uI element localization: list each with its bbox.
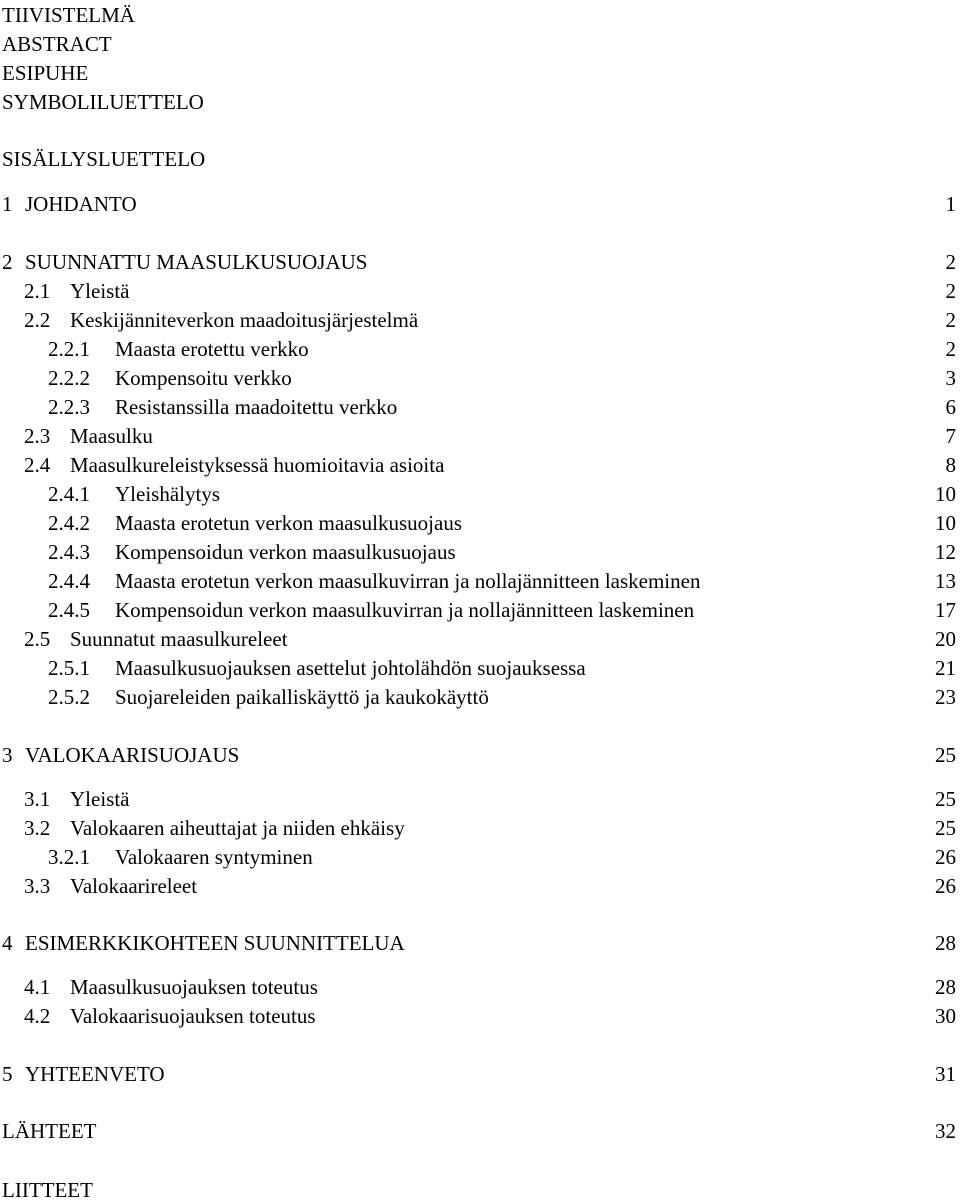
toc-entry-number: 4.1 (24, 975, 51, 999)
toc-entry (0, 451, 960, 479)
toc-entry (0, 306, 960, 334)
toc-entry-page: 2 (945, 279, 956, 303)
front-matter-sisallysluettelo: SISÄLLYSLUETTELO (2, 147, 206, 171)
toc-entry-page: 32 (935, 1119, 956, 1143)
toc-entry-page: 23 (935, 685, 956, 709)
toc-entry (0, 277, 960, 305)
toc-entry (0, 654, 960, 682)
toc-entry-page: 2 (945, 250, 956, 274)
toc-entry-number: 3.2.1 (48, 845, 90, 869)
toc-entry (0, 1060, 960, 1088)
front-matter-tiivistelma: TIIVISTELMÄ (2, 3, 135, 27)
toc-entry-page: 2 (945, 337, 956, 361)
toc-entry (0, 843, 960, 871)
toc-entry-title: Maasulkusuojauksen toteutus (70, 975, 318, 999)
toc-entry-number: 2.2.2 (48, 366, 90, 390)
toc-entry-page: 31 (935, 1062, 956, 1086)
toc-entry (0, 248, 960, 276)
toc-entry (0, 814, 960, 842)
toc-entry-page: 8 (945, 453, 956, 477)
toc-entry (0, 1176, 960, 1204)
toc-entry-number: 3.3 (24, 874, 51, 898)
toc-entry-page: 3 (945, 366, 956, 390)
toc-entry-title: Maasta erotetun verkon maasulkuvirran ja nollajännitteen laskeminen (115, 569, 701, 593)
toc-entry-title: ESIMERKKIKOHTEEN SUUNNITTELUA (25, 931, 405, 955)
toc-entry-title: Maasta erotettu verkko (115, 337, 309, 361)
toc-entry (0, 625, 960, 653)
toc-entry-page: 21 (935, 656, 956, 680)
toc-entry-number: 2.2 (24, 308, 51, 332)
toc-entry-number: 4 (2, 931, 13, 955)
toc-entry (0, 538, 960, 566)
toc-entry-number: 2.4.5 (48, 598, 90, 622)
toc-entry-number: 2.2.3 (48, 395, 90, 419)
toc-entry-page: 25 (935, 787, 956, 811)
toc-entry (0, 872, 960, 900)
toc-entry-title: Suojareleiden paikalliskäyttö ja kaukokäyttö (115, 685, 489, 709)
toc-entry-number: 2.1 (24, 279, 51, 303)
toc-entry (0, 509, 960, 537)
toc-entry-title: Kompensoidun verkon maasulkusuojaus (115, 540, 456, 564)
toc-entry-title: Valokaaren aiheuttajat ja niiden ehkäisy (70, 816, 405, 840)
toc-entry-page: 28 (935, 931, 956, 955)
front-matter-abstract: ABSTRACT (2, 32, 112, 56)
toc-entry-number: 2.5.2 (48, 685, 90, 709)
toc-entry-title: LÄHTEET (2, 1119, 97, 1143)
toc-entry-title: Valokaarireleet (70, 874, 198, 898)
toc-entry-page: 12 (935, 540, 956, 564)
toc-entry-title: Valokaarisuojauksen toteutus (70, 1004, 316, 1028)
toc-entry-title: Keskijänniteverkon maadoitusjärjestelmä (70, 308, 419, 332)
toc-entry-number: 4.2 (24, 1004, 51, 1028)
toc-entry (0, 785, 960, 813)
toc-entry-title: Kompensoidun verkon maasulkuvirran ja nollajännitteen laskeminen (115, 598, 695, 622)
toc-entry-title: Maasulku (70, 424, 153, 448)
toc-entry-page: 10 (935, 511, 956, 535)
toc-entry-number: 2 (2, 250, 13, 274)
toc-entry-page: 26 (935, 874, 956, 898)
toc-entry-title: Maasulkusuojauksen asettelut johtolähdön suojauksessa (115, 656, 586, 680)
toc-entry-number: 1 (2, 192, 13, 216)
toc-entry-number: 5 (2, 1062, 13, 1086)
toc-entry-number: 3 (2, 743, 13, 767)
toc-entry-number: 3.2 (24, 816, 51, 840)
toc-entry-number: 2.4 (24, 453, 51, 477)
toc-entry-number: 2.4.1 (48, 482, 90, 506)
toc-entry-page: 20 (935, 627, 956, 651)
toc-entry (0, 1117, 960, 1145)
toc-entry-number: 2.5 (24, 627, 51, 651)
toc-entry-page: 26 (935, 845, 956, 869)
front-matter-esipuhe: ESIPUHE (2, 61, 89, 85)
toc-entry (0, 422, 960, 450)
toc-entry-title: SUUNNATTU MAASULKUSUOJAUS (25, 250, 368, 274)
toc-entry (0, 393, 960, 421)
toc-entry-page: 2 (945, 308, 956, 332)
toc-entry-page: 6 (945, 395, 956, 419)
toc-entry (0, 741, 960, 769)
toc-entry-number: 2.4.2 (48, 511, 90, 535)
toc-entry-title: Kompensoitu verkko (115, 366, 292, 390)
toc-entry (0, 567, 960, 595)
toc-entry-number: 2.3 (24, 424, 51, 448)
toc-entry-page: 13 (935, 569, 956, 593)
toc-entry-number: 2.5.1 (48, 656, 90, 680)
toc-entry-number: 2.4.4 (48, 569, 90, 593)
toc-entry-title: JOHDANTO (25, 192, 137, 216)
toc-entry-title: LIITTEET (2, 1178, 93, 1202)
toc-entry-page: 17 (935, 598, 956, 622)
toc-entry-title: Maasulkureleistyksessä huomioitavia asioita (70, 453, 445, 477)
toc-entry-number: 3.1 (24, 787, 51, 811)
toc-entry-page: 25 (935, 816, 956, 840)
toc-entry (0, 596, 960, 624)
toc-entry-page: 7 (945, 424, 956, 448)
toc-entry-title: Maasta erotetun verkon maasulkusuojaus (115, 511, 462, 535)
toc-entry-title: Yleistä (70, 279, 130, 303)
toc-entry-page: 30 (935, 1004, 956, 1028)
toc-entry-number: 2.4.3 (48, 540, 90, 564)
toc-entry-title: Yleishälytys (115, 482, 220, 506)
toc-entry (0, 480, 960, 508)
toc-entry (0, 683, 960, 711)
toc-entry-page: 10 (935, 482, 956, 506)
toc-entry-title: Valokaaren syntyminen (115, 845, 313, 869)
toc-entry-number: 2.2.1 (48, 337, 90, 361)
front-matter-symboliluettelo: SYMBOLILUETTELO (2, 90, 204, 114)
toc-entry-title: Suunnatut maasulkureleet (70, 627, 288, 651)
toc-entry (0, 1002, 960, 1030)
toc-entry (0, 973, 960, 1001)
toc-entry-page: 25 (935, 743, 956, 767)
toc-entry-title: Resistanssilla maadoitettu verkko (115, 395, 398, 419)
toc-entry-title: VALOKAARISUOJAUS (25, 743, 240, 767)
toc-entry-page: 28 (935, 975, 956, 999)
toc-entry (0, 190, 960, 218)
toc-entry-title: YHTEENVETO (25, 1062, 165, 1086)
toc-entry (0, 364, 960, 392)
toc-entry (0, 335, 960, 363)
toc-entry-page: 1 (945, 192, 956, 216)
toc-entry (0, 929, 960, 957)
toc-entry-title: Yleistä (70, 787, 130, 811)
